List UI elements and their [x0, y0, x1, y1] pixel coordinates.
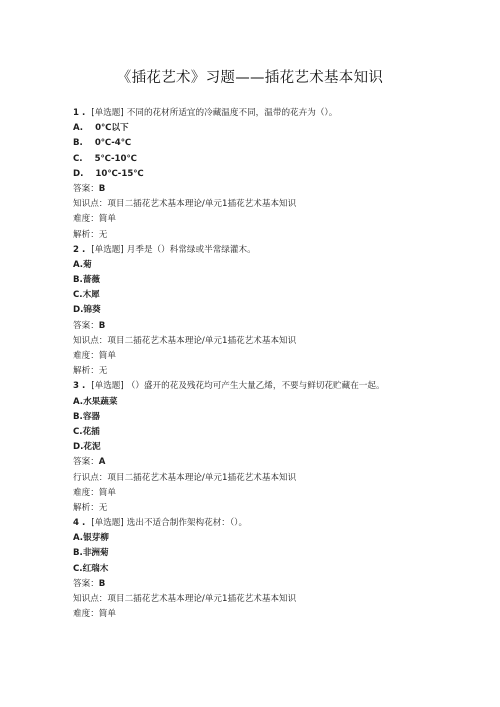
option-a: A. 0℃以下 — [73, 123, 129, 134]
answer-line: 答案：B — [73, 320, 106, 331]
option-a: A.水果蔬菜 — [73, 396, 118, 407]
option-d: D.花泥 — [73, 442, 101, 453]
answer-line: 答案：A — [73, 457, 106, 468]
question-type: [单选题] — [91, 108, 124, 118]
analysis-line: 解析：无 — [73, 366, 108, 377]
answer-line: 答案：B — [73, 183, 106, 194]
document-title: 《插花艺术》习题——插花艺术基本知识 — [116, 70, 384, 86]
question-number: 2 . — [73, 244, 86, 255]
option-b: B.容器 — [73, 411, 101, 422]
question-4-stem — [73, 516, 463, 531]
difficulty-line: 难度：简单 — [73, 351, 116, 361]
question-type: [单选题] — [91, 518, 124, 529]
difficulty-line: 难度：简单 — [73, 487, 116, 498]
answer-line: 答案：B — [73, 578, 106, 589]
option-b: B. 0℃-4℃ — [73, 138, 132, 149]
question-number: 3 . — [73, 381, 86, 392]
question-type: [单选题] — [91, 381, 124, 392]
knowledge-line: 行识点：项目二插花艺术基本理论/单元1插花艺术基本知识 — [73, 472, 297, 483]
knowledge-line: 知识点：项目二插花艺术基本理论/单元1插花艺术基本知识 — [73, 594, 297, 604]
analysis-line: 解析：无 — [73, 229, 108, 240]
option-c: C.红瑞木 — [73, 563, 109, 574]
knowledge-line: 知识点：项目二插花艺术基本理论/单元1插花艺术基本知识 — [73, 335, 297, 346]
question-text: 不同的花材所适宜的冷藏温度不同，温带的花卉为（）。 — [126, 108, 338, 118]
question-2-stem — [73, 243, 463, 258]
analysis-line: 解析：无 — [73, 502, 108, 513]
question-number: 1 . — [73, 108, 86, 118]
question-list — [73, 106, 463, 622]
option-c: C.木犀 — [73, 290, 100, 301]
question-text: （）盛开的花及残花均可产生大量乙烯，不要与鲜切花贮藏在一起。 — [126, 381, 385, 392]
option-c: C. 5℃-10℃ — [73, 153, 137, 164]
option-a: A.银芽柳 — [73, 533, 109, 544]
question-text: 选出不适合制作架构花材：（）。 — [126, 518, 248, 529]
option-d: D.锦葵 — [73, 305, 101, 316]
question-1-stem — [73, 106, 463, 121]
option-c: C.花插 — [73, 426, 100, 437]
option-a: A.菊 — [73, 259, 92, 270]
option-b: B.非洲菊 — [73, 548, 109, 559]
question-type: [单选题] — [91, 244, 124, 255]
question-text: 月季是（）科常绿或半常绿灌木。 — [126, 244, 256, 255]
question-3-stem — [73, 379, 463, 394]
option-d: D. 10℃-15℃ — [73, 168, 144, 179]
option-b: B.蔷薇 — [73, 275, 101, 286]
difficulty-line: 难度：简单 — [73, 609, 116, 620]
question-number: 4 . — [73, 518, 86, 529]
knowledge-line: 知识点：项目二插花艺术基本理论/单元1插花艺术基本知识 — [73, 199, 297, 210]
difficulty-line: 难度：简单 — [73, 214, 116, 225]
